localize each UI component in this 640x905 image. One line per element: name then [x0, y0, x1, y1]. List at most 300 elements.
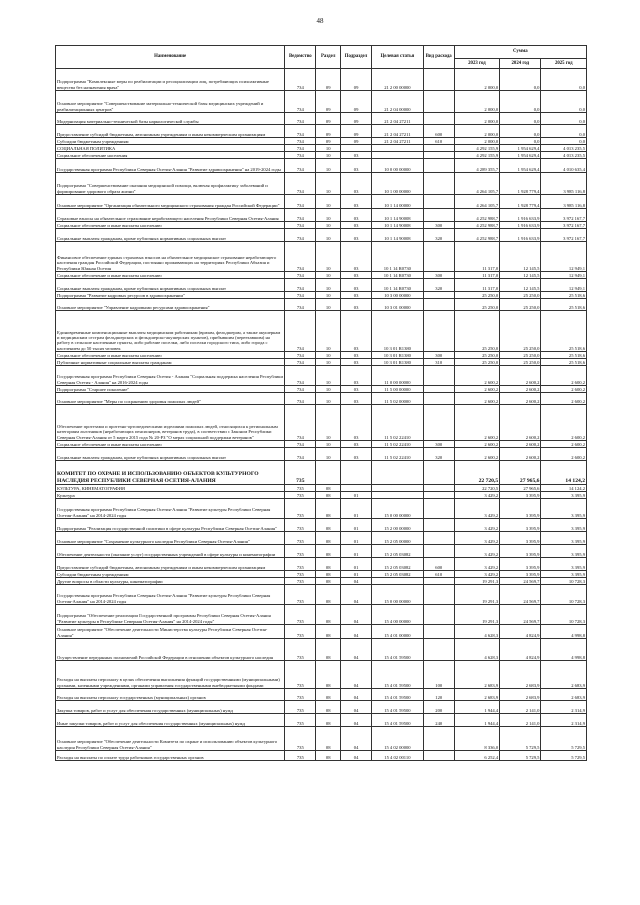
cell-sub: 03 [341, 292, 372, 299]
cell-vr [423, 159, 454, 173]
cell-name: Социальные выплаты гражданам, кроме публичных нормативных социальных выплат [56, 229, 285, 242]
table-row [56, 145, 587, 152]
cell-name: Подпрограмма "Совершенствование оказания медицинской помощи, включая профилактику заболеваний и формирование здорового образа жизни" [56, 173, 285, 195]
cell-s2: 3 395,9 [500, 499, 541, 519]
cell-vr [423, 727, 454, 751]
cell-sec: 08 [316, 701, 341, 714]
cell-s1: 3 429,2 [454, 558, 499, 571]
table-row [56, 292, 587, 299]
cell-dept: 734 [285, 279, 316, 292]
cell-dept: 734 [285, 352, 316, 359]
cell-s3: 5 729,5 [541, 751, 587, 761]
table-row [56, 386, 587, 393]
cell-s1: 4 252 988,7 [454, 229, 499, 242]
cell-s2: 12 145,5 [500, 242, 541, 272]
cell-vr: 120 [423, 689, 454, 701]
table-row [56, 299, 587, 311]
cell-sub: 04 [341, 701, 372, 714]
cell-sub: 03 [341, 159, 372, 173]
table-row [56, 727, 587, 751]
cell-sec: 08 [316, 585, 341, 605]
cell-s2: 0,0 [500, 138, 541, 145]
cell-s1: 3 429,2 [454, 545, 499, 558]
cell-dept: 734 [285, 113, 316, 125]
cell-sub: 01 [341, 499, 372, 519]
cell-sub: 03 [341, 272, 372, 279]
table-row [56, 585, 587, 605]
cell-dept: 734 [285, 272, 316, 279]
table-row [56, 519, 587, 532]
cell-cs: 15 2 05 03082 [372, 558, 424, 571]
cell-s3: 2 314,9 [541, 701, 587, 714]
cell-s2: 2 141,0 [500, 714, 541, 727]
cell-sec: 10 [316, 222, 341, 229]
cell-cs: 10 3 01 R1380 [372, 352, 424, 359]
cell-name: Субсидии бюджетным учреждениям [56, 138, 285, 145]
cell-s2: 1 954 629,4 [500, 152, 541, 159]
cell-s1: 25 250,0 [454, 311, 499, 352]
table-row [56, 366, 587, 386]
cell-sec: 09 [316, 125, 341, 138]
cell-name: Основное мероприятие "Сохранение культурного наследия Республики Северная Осетия-Алания" [56, 532, 285, 545]
table-row [56, 242, 587, 272]
header-2023: 2023 год [454, 59, 499, 69]
cell-s1: 2 600,2 [454, 386, 499, 393]
cell-name: Страховые взносы на обязательное страхование неработающего населения Республики Северная Осетия-Алания [56, 209, 285, 222]
cell-sec: 10 [316, 311, 341, 352]
cell-s1: 25 250,0 [454, 352, 499, 359]
cell-name: Государственная программа Республики Северная Осетия - Алания "Социальная поддержка населения Республики Северная Осетия - Алания" на 2016-2024 годы [56, 366, 285, 386]
cell-vr: 320 [423, 229, 454, 242]
cell-vr: 100 [423, 661, 454, 689]
cell-vr [423, 393, 454, 405]
cell-s3: 3 985 116,8 [541, 173, 587, 195]
cell-s2: 25 250,0 [500, 352, 541, 359]
cell-sec: 10 [316, 195, 341, 209]
cell-s2: 24 569,7 [500, 578, 541, 585]
cell-vr [423, 485, 454, 492]
cell-sub [341, 145, 372, 152]
cell-sub: 04 [341, 585, 372, 605]
cell-name: Социальное обеспечение и иные выплаты населению [56, 222, 285, 229]
cell-sec: 08 [316, 558, 341, 571]
cell-sec: 08 [316, 639, 341, 661]
table-row [56, 173, 587, 195]
cell-sub: 09 [341, 113, 372, 125]
cell-dept: 735 [285, 499, 316, 519]
cell-cs: 15 2 05 00000 [372, 532, 424, 545]
cell-cs: 11 5 00 00000 [372, 386, 424, 393]
cell-name: Подпрограмма "Обеспечение реализации Государственной программы Республики Северная Осетия-Алания "Развитие культуры в Республике Северная Осетия-Алания" на 2014-2024 годы" [56, 605, 285, 625]
cell-sec: 10 [316, 159, 341, 173]
cell-s2: 0,0 [500, 125, 541, 138]
cell-s3: 25 518,6 [541, 299, 587, 311]
cell-vr [423, 292, 454, 299]
cell-s2: 24 569,7 [500, 585, 541, 605]
cell-dept: 734 [285, 125, 316, 138]
cell-vr [423, 173, 454, 195]
cell-dept: 735 [285, 714, 316, 727]
cell-s1: 2 600,2 [454, 366, 499, 386]
cell-name: Основное мероприятие "Управление кадровыми ресурсами здравоохранения" [56, 299, 285, 311]
cell-dept: 734 [285, 292, 316, 299]
table-row [56, 714, 587, 727]
cell-s1: 2 600,2 [454, 393, 499, 405]
cell-name: Культура [56, 492, 285, 499]
cell-dept: 734 [285, 229, 316, 242]
cell-s1: 2 000,0 [454, 125, 499, 138]
cell-dept: 735 [285, 661, 316, 689]
cell-s1: 4 289 355,7 [454, 159, 499, 173]
cell-dept: 735 [285, 689, 316, 701]
cell-cs: 15 4 01 59500 [372, 661, 424, 689]
cell-dept: 735 [285, 461, 316, 485]
cell-name: Социальное обеспечение населения [56, 152, 285, 159]
cell-s2: 1 954 629,4 [500, 145, 541, 152]
cell-s1: 1 944,4 [454, 714, 499, 727]
cell-dept: 735 [285, 578, 316, 585]
cell-dept: 734 [285, 448, 316, 461]
cell-cs [372, 152, 424, 159]
cell-s2: 2 683,9 [500, 661, 541, 689]
cell-s2: 25 250,0 [500, 292, 541, 299]
cell-name: СОЦИАЛЬНАЯ ПОЛИТИКА [56, 145, 285, 152]
cell-dept: 735 [285, 625, 316, 639]
cell-s1: 3 429,2 [454, 499, 499, 519]
cell-name: Обеспечение протезами и протезно-ортопедическими изделиями пожилых людей, относящихся к региональным категориям льготников (неработающих пенсионеров, ветеранов труда), в соответствии с Законом Республики Северная Осетия-Алания от 5 марта 2015 года № 20-РЗ "О мерах социальной поддержки ветеранов" [56, 405, 285, 441]
cell-s1: 22 720,5 [454, 461, 499, 485]
cell-s1: 4 628,3 [454, 625, 499, 639]
cell-sec: 08 [316, 714, 341, 727]
cell-name: Подпрограмма "Развитие кадровых ресурсов в здравоохранении" [56, 292, 285, 299]
cell-s3: 12 949,1 [541, 272, 587, 279]
cell-vr [423, 461, 454, 485]
cell-sub: 01 [341, 492, 372, 499]
cell-s3: 2 600,2 [541, 448, 587, 461]
cell-vr: 300 [423, 272, 454, 279]
cell-s1: 22 720,5 [454, 485, 499, 492]
cell-cs: 10 1 00 00000 [372, 173, 424, 195]
table-row [56, 279, 587, 292]
cell-dept: 734 [285, 195, 316, 209]
table-row [56, 125, 587, 138]
cell-vr [423, 519, 454, 532]
cell-s3: 3 395,9 [541, 519, 587, 532]
cell-cs: 10 1 14 R0730 [372, 272, 424, 279]
cell-cs: 21 2 04 00000 [372, 91, 424, 113]
cell-sec: 09 [316, 138, 341, 145]
cell-sec: 08 [316, 605, 341, 625]
header-name: Наименование [56, 46, 285, 69]
cell-s3: 3 395,9 [541, 532, 587, 545]
cell-s2: 12 145,5 [500, 272, 541, 279]
cell-sub: 01 [341, 558, 372, 571]
cell-s1: 25 250,0 [454, 359, 499, 366]
cell-sub: 03 [341, 299, 372, 311]
cell-sec: 08 [316, 751, 341, 761]
cell-cs: 15 4 00 00000 [372, 605, 424, 625]
cell-cs [372, 485, 424, 492]
cell-cs [372, 461, 424, 485]
cell-dept: 734 [285, 441, 316, 448]
table-row [56, 209, 587, 222]
cell-sec: 09 [316, 113, 341, 125]
cell-vr [423, 386, 454, 393]
cell-dept: 735 [285, 485, 316, 492]
cell-s2: 2 600,2 [500, 366, 541, 386]
table-row [56, 532, 587, 545]
header-dept: Ведомство [285, 46, 316, 69]
cell-s3: 0,0 [541, 91, 587, 113]
table-row [56, 499, 587, 519]
cell-sec: 10 [316, 173, 341, 195]
cell-cs: 21 2 04 27211 [372, 113, 424, 125]
cell-name: Социальное обеспечение и иные выплаты населению [56, 441, 285, 448]
cell-sub: 03 [341, 195, 372, 209]
cell-sec: 08 [316, 499, 341, 519]
cell-sec: 10 [316, 359, 341, 366]
cell-sub: 03 [341, 229, 372, 242]
cell-s3: 2 683,9 [541, 689, 587, 701]
cell-s1: 1 944,4 [454, 701, 499, 714]
cell-cs: 11 5 02 00000 [372, 393, 424, 405]
cell-vr [423, 499, 454, 519]
cell-s3: 3 972 167,7 [541, 229, 587, 242]
cell-cs: 10 1 14 R0730 [372, 279, 424, 292]
cell-s3: 2 683,9 [541, 661, 587, 689]
cell-s3: 3 972 167,7 [541, 209, 587, 222]
cell-s3: 2 600,2 [541, 405, 587, 441]
cell-cs: 10 1 14 90008 [372, 222, 424, 229]
cell-s2: 0,0 [500, 91, 541, 113]
cell-name: Субсидии бюджетным учреждениям [56, 571, 285, 578]
cell-s2: 12 145,5 [500, 279, 541, 292]
cell-sec: 08 [316, 727, 341, 751]
cell-dept: 734 [285, 311, 316, 352]
cell-s2: 0,0 [500, 69, 541, 91]
cell-sub: 04 [341, 578, 372, 585]
cell-s2: 2 141,0 [500, 701, 541, 714]
cell-sub: 03 [341, 311, 372, 352]
cell-cs: 15 2 05 03082 [372, 571, 424, 578]
table-body [56, 69, 587, 761]
cell-cs: 11 5 02 22410 [372, 448, 424, 461]
table-row [56, 545, 587, 558]
cell-vr [423, 585, 454, 605]
cell-s3: 4 013 235,5 [541, 145, 587, 152]
cell-vr: 300 [423, 222, 454, 229]
cell-name: Социальное обеспечение и иные выплаты населению [56, 352, 285, 359]
cell-name: Расходы на выплаты персоналу в целях обеспечения выполнения функций государственными (муниципальными) органами, казенными учреждениями, органами управления государственными внебюджетными фондами [56, 661, 285, 689]
cell-vr: 320 [423, 448, 454, 461]
cell-name: Государственная программа Республики Северная Осетия-Алания "Развитие культуры Республики Северная Осетия-Алания" на 2014-2024 годы [56, 585, 285, 605]
cell-vr [423, 91, 454, 113]
cell-cs: 15 4 01 00000 [372, 625, 424, 639]
cell-vr [423, 405, 454, 441]
cell-vr: 600 [423, 558, 454, 571]
header-2025: 2025 год [541, 59, 587, 69]
cell-s2: 1 928 779,4 [500, 173, 541, 195]
cell-sub: 03 [341, 222, 372, 229]
cell-cs: 15 0 00 00000 [372, 499, 424, 519]
cell-sec: 10 [316, 279, 341, 292]
cell-sub: 04 [341, 714, 372, 727]
cell-s1: 4 252 988,7 [454, 222, 499, 229]
cell-cs: 11 5 02 22410 [372, 405, 424, 441]
table-row [56, 405, 587, 441]
table-row [56, 222, 587, 229]
cell-s2: 5 729,5 [500, 751, 541, 761]
page-number: 48 [316, 17, 324, 25]
cell-sec: 10 [316, 366, 341, 386]
cell-cs: 21 2 04 27211 [372, 138, 424, 145]
cell-name: Социальные выплаты гражданам, кроме публичных нормативных социальных выплат [56, 448, 285, 461]
cell-cs: 15 0 00 00000 [372, 585, 424, 605]
cell-name: Предоставление субсидий бюджетным, автономным учреждениям и иным некоммерческим организациям [56, 125, 285, 138]
cell-vr [423, 69, 454, 91]
cell-sec: 10 [316, 352, 341, 359]
table-row [56, 558, 587, 571]
cell-name: Иные закупки товаров, работ и услуг для обеспечения государственных (муниципальных) нужд [56, 714, 285, 727]
header-section: Раздел [316, 46, 341, 69]
cell-sub: 03 [341, 359, 372, 366]
cell-s1: 2 600,2 [454, 405, 499, 441]
cell-name: Расходы на выплаты по оплате труда работников государственных органов [56, 751, 285, 761]
cell-cs: 15 4 02 00110 [372, 751, 424, 761]
cell-s1: 4 292 155,9 [454, 145, 499, 152]
cell-s2: 2 600,2 [500, 405, 541, 441]
cell-vr: 610 [423, 571, 454, 578]
cell-s2: 3 395,9 [500, 571, 541, 578]
cell-s1: 4 264 105,7 [454, 195, 499, 209]
cell-sec: 10 [316, 229, 341, 242]
cell-s3: 10 728,3 [541, 585, 587, 605]
cell-name: КУЛЬТУРА, КИНЕМАТОГРАФИЯ [56, 485, 285, 492]
cell-sec: 10 [316, 441, 341, 448]
table-row [56, 701, 587, 714]
cell-sec: 10 [316, 393, 341, 405]
cell-dept: 735 [285, 492, 316, 499]
cell-name: Обеспечение деятельности (оказание услуг) государственных учреждений в сфере культуры и кинематографии [56, 545, 285, 558]
cell-name: Социальные выплаты гражданам, кроме публичных нормативных социальных выплат [56, 279, 285, 292]
cell-cs: 21 2 00 00000 [372, 69, 424, 91]
cell-s3: 0,0 [541, 125, 587, 138]
cell-cs: 11 0 00 00000 [372, 366, 424, 386]
cell-s1: 6 252,4 [454, 751, 499, 761]
cell-vr [423, 311, 454, 352]
cell-vr: 600 [423, 125, 454, 138]
cell-s3: 25 518,6 [541, 352, 587, 359]
cell-sec: 10 [316, 448, 341, 461]
cell-s1: 4 264 105,7 [454, 173, 499, 195]
cell-s1: 19 291,3 [454, 605, 499, 625]
cell-s3: 2 600,2 [541, 441, 587, 448]
cell-vr [423, 532, 454, 545]
cell-s1: 3 429,2 [454, 532, 499, 545]
cell-s1: 19 291,3 [454, 585, 499, 605]
cell-cs [372, 578, 424, 585]
cell-s2: 1 916 633,9 [500, 222, 541, 229]
cell-s1: 2 683,9 [454, 661, 499, 689]
cell-s2: 1 916 633,9 [500, 229, 541, 242]
cell-cs: 10 1 14 90008 [372, 229, 424, 242]
cell-sec: 10 [316, 386, 341, 393]
cell-dept: 735 [285, 727, 316, 751]
cell-s2: 3 395,9 [500, 558, 541, 571]
cell-sub: 03 [341, 441, 372, 448]
cell-sub: 09 [341, 138, 372, 145]
cell-s3: 3 972 167,7 [541, 222, 587, 229]
cell-s1: 3 429,2 [454, 492, 499, 499]
cell-sub: 01 [341, 532, 372, 545]
cell-s3: 0,0 [541, 69, 587, 91]
cell-name: Закупка товаров, работ и услуг для обеспечения государственных (муниципальных) нужд [56, 701, 285, 714]
cell-name: Основное мероприятие "Обеспечение деятельности Министерства культуры Республики Северная Осетия-Алания" [56, 625, 285, 639]
cell-s3: 4 013 235,5 [541, 152, 587, 159]
table-row [56, 91, 587, 113]
cell-vr [423, 366, 454, 386]
cell-dept: 734 [285, 159, 316, 173]
cell-s3: 14 124,2 [541, 461, 587, 485]
cell-vr [423, 113, 454, 125]
cell-sec: 08 [316, 578, 341, 585]
cell-dept: 735 [285, 701, 316, 714]
cell-vr [423, 145, 454, 152]
cell-sec: 10 [316, 299, 341, 311]
table-row [56, 578, 587, 585]
cell-s2: 27 965,6 [500, 461, 541, 485]
cell-dept: 735 [285, 751, 316, 761]
cell-sub: 09 [341, 91, 372, 113]
cell-sub: 04 [341, 751, 372, 761]
cell-name: Предоставление субсидий бюджетным, автономным учреждениям и иным некоммерческим организациям [56, 558, 285, 571]
cell-vr [423, 639, 454, 661]
cell-s2: 27 965,6 [500, 485, 541, 492]
cell-sub [341, 485, 372, 492]
cell-s1: 3 429,2 [454, 571, 499, 578]
header-subsection: Подраздел [341, 46, 372, 69]
cell-name: Социальное обеспечение и иные выплаты населению [56, 272, 285, 279]
table-row [56, 661, 587, 689]
cell-sec: 08 [316, 661, 341, 689]
cell-name: Основное мероприятие "Обеспечение деятельности Комитета по охране и использованию объектов культурного наследия Республики Северная Осетия-Алания" [56, 727, 285, 751]
cell-sub: 01 [341, 571, 372, 578]
cell-sec: 08 [316, 689, 341, 701]
cell-sub: 04 [341, 625, 372, 639]
cell-sub: 03 [341, 279, 372, 292]
cell-s2: 3 395,9 [500, 492, 541, 499]
cell-cs: 21 2 04 27211 [372, 125, 424, 138]
cell-cs: 10 3 01 00000 [372, 299, 424, 311]
table-row [56, 448, 587, 461]
cell-dept: 734 [285, 359, 316, 366]
cell-sub: 09 [341, 69, 372, 91]
cell-dept: 735 [285, 571, 316, 578]
cell-vr: 310 [423, 359, 454, 366]
cell-s1: 25 250,0 [454, 292, 499, 299]
cell-sec: 08 [316, 519, 341, 532]
cell-name: Основное мероприятие "Организация обязательного медицинского страхования граждан Российской Федерации" [56, 195, 285, 209]
cell-sec: 10 [316, 292, 341, 299]
cell-name: Осуществление переданных полномочий Российской Федерации в отношении объектов культурного наследия [56, 639, 285, 661]
cell-vr: 300 [423, 441, 454, 448]
cell-dept: 734 [285, 386, 316, 393]
cell-s3: 3 395,9 [541, 492, 587, 499]
table-row [56, 625, 587, 639]
table-row [56, 152, 587, 159]
cell-dept: 734 [285, 366, 316, 386]
cell-s1: 2 683,9 [454, 689, 499, 701]
